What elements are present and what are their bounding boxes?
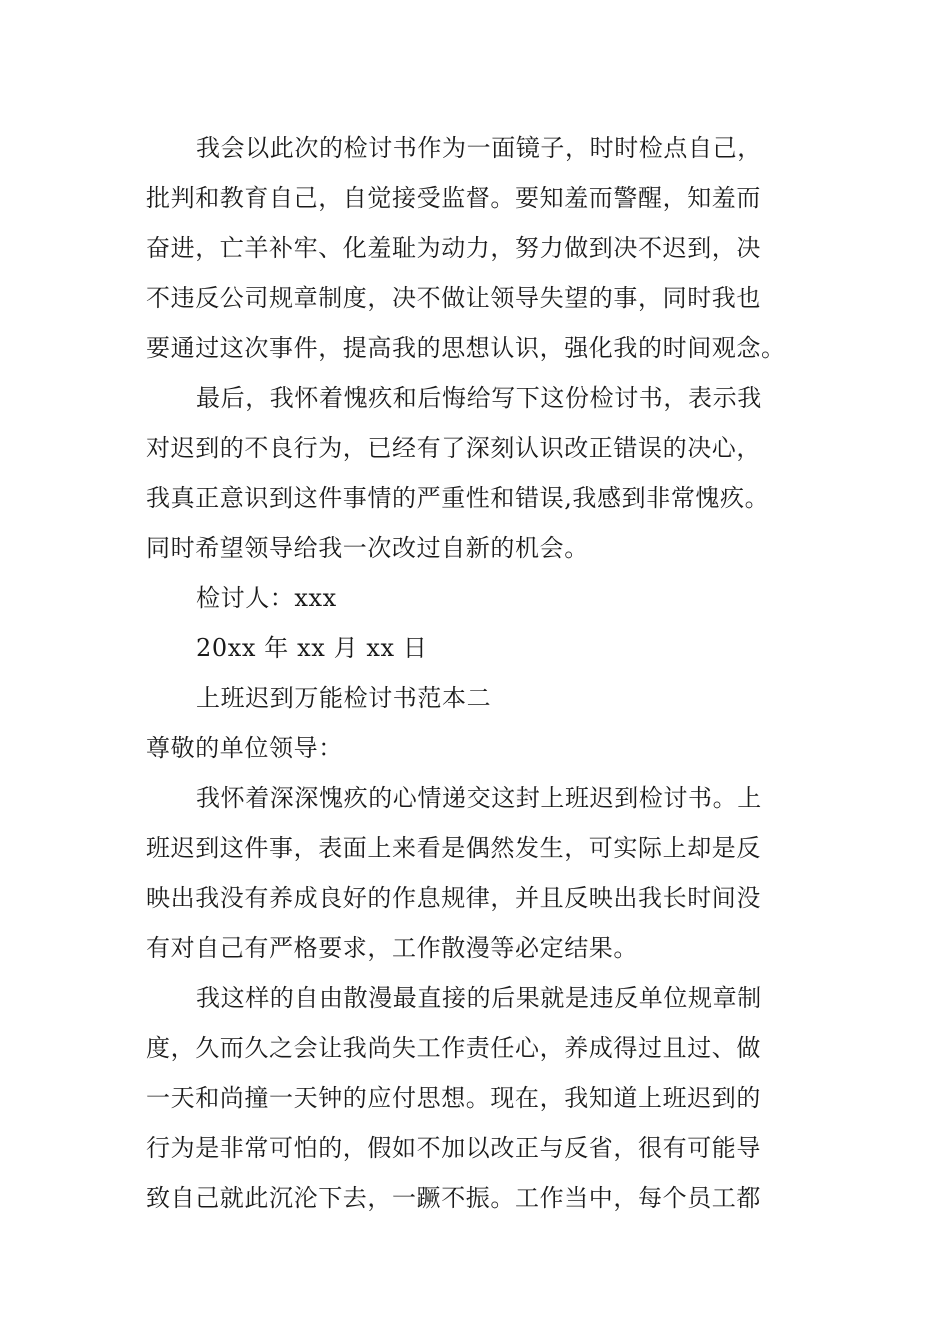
paragraph-4-line-3: 一天和尚撞一天钟的应付思想。现在，我知道上班迟到的 <box>146 1084 761 1112</box>
paragraph-2-line-1: 最后，我怀着愧疚和后悔给写下这份检讨书，表示我 <box>196 384 762 412</box>
paragraph-3-line-1: 我怀着深深愧疚的心情递交这封上班迟到检讨书。上 <box>196 784 762 812</box>
paragraph-1-line-5: 要通过这次事件，提高我的思想认识，强化我的时间观念。 <box>146 334 786 362</box>
paragraph-1-line-3: 奋进，亡羊补牢、化羞耻为动力，努力做到决不迟到，决 <box>146 234 761 262</box>
paragraph-4-line-5: 致自己就此沉沦下去，一蹶不振。工作当中，每个员工都 <box>146 1184 761 1212</box>
paragraph-1-line-2: 批判和教育自己，自觉接受监督。要知羞而警醒，知羞而 <box>146 184 761 212</box>
paragraph-1-line-4: 不违反公司规章制度，决不做让领导失望的事，同时我也 <box>146 284 761 312</box>
section-title: 上班迟到万能检讨书范本二 <box>196 684 492 712</box>
paragraph-1-line-1: 我会以此次的检讨书作为一面镜子，时时检点自己， <box>196 134 762 162</box>
salutation: 尊敬的单位领导： <box>146 734 343 762</box>
date-line: 20xx 年 xx 月 xx 日 <box>196 634 428 662</box>
paragraph-2-line-2: 对迟到的不良行为，已经有了深刻认识改正错误的决心， <box>146 434 761 462</box>
paragraph-3-line-2: 班迟到这件事，表面上来看是偶然发生，可实际上却是反 <box>146 834 761 862</box>
paragraph-2-line-3: 我真正意识到这件事情的严重性和错误,我感到非常愧疚。 <box>146 484 770 512</box>
paragraph-3-line-3: 映出我没有养成良好的作息规律，并且反映出我长时间没 <box>146 884 761 912</box>
paragraph-2-line-4: 同时希望领导给我一次改过自新的机会。 <box>146 534 589 562</box>
paragraph-4-line-1: 我这样的自由散漫最直接的后果就是违反单位规章制 <box>196 984 762 1012</box>
paragraph-3-line-4: 有对自己有严格要求，工作散漫等必定结果。 <box>146 934 638 962</box>
paragraph-4-line-2: 度，久而久之会让我尚失工作责任心，养成得过且过、做 <box>146 1034 761 1062</box>
paragraph-4-line-4: 行为是非常可怕的，假如不加以改正与反省，很有可能导 <box>146 1134 761 1162</box>
signatory-line: 检讨人：xxx <box>196 584 337 612</box>
